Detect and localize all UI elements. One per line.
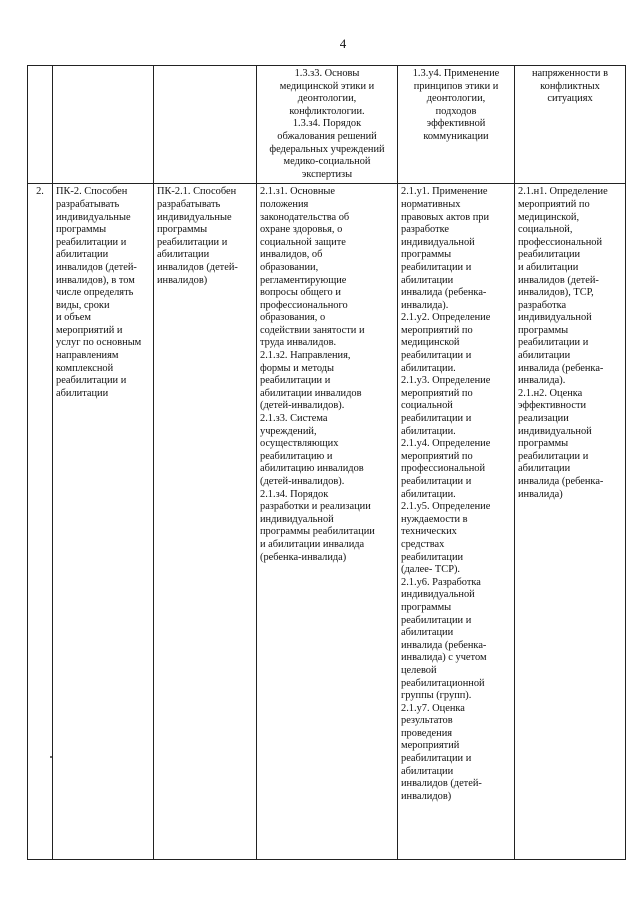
table-row: [28, 184, 626, 860]
skills-cell: 2.1.у1. Применение нормативных правовых актов при разработке индивидуальной программы реабилитации и абилитации инвалида (ребенка- инвалида). 2.1.у2. Определение мероприятий по медицинской реабилитации и абилитации. 2.1.у3. Определение мероприятий по социальной реабилитации и абилитации. 2.1.у4. Определение мероприятий по профессиональной реабилитации и абилитации. 2.1.у5. Определение нуждаемости в технических средствах реабилитации (далее- ТСР). 2.1.у6. Разработка индивидуальной программы реабилитации и абилитации инвалида (ребенка- инвалида) с учетом целевой реабилитационной группы (групп). 2.1.у7. Оценка результатов проведения мероприятий реабилитации и абилитации инвалидов (детей- инвалидов): [398, 184, 515, 860]
row-number-cell: [28, 66, 53, 184]
knowledge-cell: 2.1.з1. Основные положения законодательства об охране здоровья, о социальной защите инвалидов, об образовании, регламентирующие вопросы общего и профессионального образования, о содействии занятости и труда инвалидов. 2.1.з2. Направления, формы и методы реабилитации и абилитации инвалидов (детей-инвалидов). 2.1.з3. Система учреждений, осуществляющих реабилитацию и абилитацию инвалидов (детей-инвалидов). 2.1.з4. Порядок разработки и реализации индивидуальной программы реабилитации и абилитации инвалида (ребенка-инвалида): [257, 184, 398, 860]
competence-cell: ПК-2. Способен разрабатывать индивидуальные программы реабилитации и абилитации инвалидов (детей- инвалидов), в том числе определять виды, сроки и объем мероприятий и услуг по основным направлениям комплексной реабилитации и абилитации: [53, 184, 154, 860]
knowledge-cell: 1.3.з3. Основы медицинской этики и деонтологии, конфликтологии. 1.3.з4. Порядок обжалования решений федеральных учреждений медико-социальной экспертизы: [257, 66, 398, 184]
habits-cell: 2.1.н1. Определение мероприятий по медицинской, социальной, профессиональной реабилитации и абилитации инвалидов (детей- инвалидов), ТСР, разработка индивидуальной программы реабилитации и абилитации инвалида (ребенка- инвалида). 2.1.н2. Оценка эффективности реализации индивидуальной программы реабилитации и абилитации инвалида (ребенка- инвалида): [515, 184, 626, 860]
scan-speck: [50, 756, 52, 758]
competence-table: [27, 65, 626, 860]
page-number: 4: [339, 36, 347, 51]
skills-cell: 1.3.у4. Применение принципов этики и деонтологии, подходов эффективной коммуникации: [398, 66, 515, 184]
indicator-cell: [154, 66, 257, 184]
indicator-cell: ПК-2.1. Способен разрабатывать индивидуальные программы реабилитации и абилитации инвалидов (детей- инвалидов): [154, 184, 257, 860]
table-row: [28, 66, 626, 184]
habits-cell: напряженности в конфликтных ситуациях: [515, 66, 626, 184]
competence-cell: [53, 66, 154, 184]
row-number-cell: 2.: [28, 184, 53, 860]
